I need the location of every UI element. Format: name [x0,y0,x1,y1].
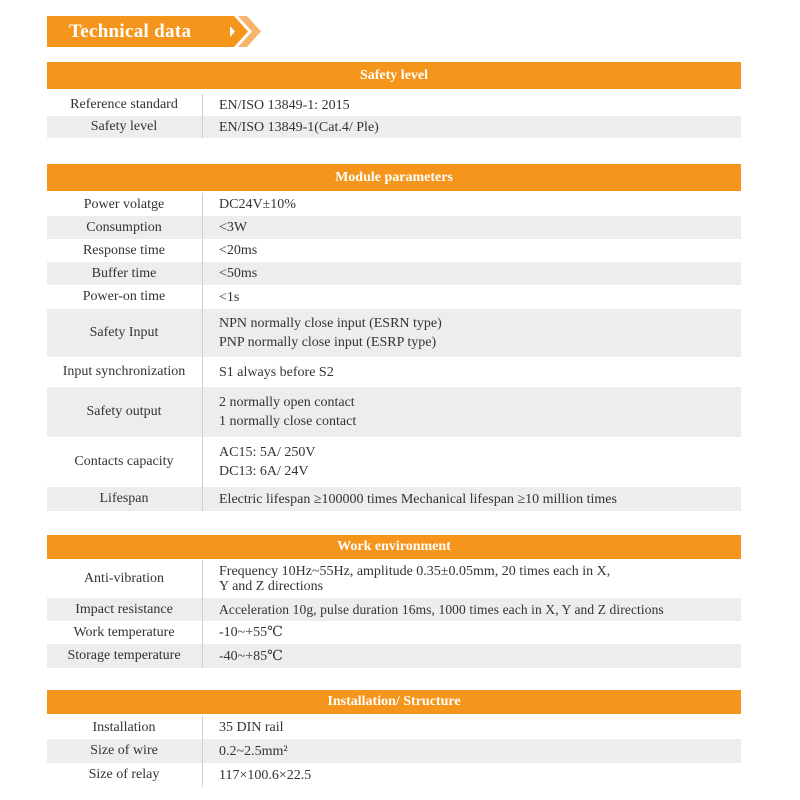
table-row [47,357,741,387]
table-row [47,193,741,216]
row-value: <1s [219,289,240,305]
row-label: Size of relay [88,767,160,782]
table-row [47,216,741,239]
row-label: Lifespan [99,491,149,506]
row-value: AC15: 5A/ 250V [219,445,316,460]
row-label: Contacts capacity [74,454,174,469]
table-row [47,763,741,787]
row-label: Safety Input [89,325,159,340]
row-value: <3W [219,220,248,235]
table-row [47,598,741,621]
table-row [47,285,741,309]
row-label: Safety level [90,119,158,134]
row-value: PNP normally close input (ESRP type) [219,335,437,350]
table-row [47,437,741,487]
row-value: Y and Z directions [219,579,324,594]
table-row [47,262,741,285]
row-value: Electric lifespan ≥100000 times Mechanical lifespan ≥10 million times [219,491,617,507]
page-title: Technical data [47,16,230,47]
row-label: Size of wire [90,743,158,758]
row-value: S1 always before S2 [219,364,334,380]
row-value: -40~+85℃ [219,648,283,664]
row-value: <20ms [219,243,258,258]
row-label: Safety output [86,404,162,419]
section-header-work: Work environment [47,535,741,559]
row-value: 117×100.6×22.5 [219,767,312,783]
row-label: Anti-vibration [83,571,165,586]
row-value: <50ms [219,266,258,281]
table-row [47,487,741,511]
row-label: Installation [92,719,156,735]
row-label: Reference standard [70,97,178,112]
table-row [47,621,741,644]
table-row [47,94,741,116]
row-label: Power-on time [82,289,166,304]
row-value: 35 DIN rail [219,720,284,735]
row-label: Storage temperature [67,648,181,663]
section-header-install: Installation/ Structure [47,690,741,714]
row-value: DC13: 6A/ 24V [219,464,309,479]
table-row [47,644,741,668]
row-value: 2 normally open contact [219,395,355,410]
row-value: 1 normally close contact [219,414,357,429]
chevron-right-icon [221,16,265,47]
table-row [47,739,741,763]
row-value: EN/ISO 13849-1: 2015 [219,97,350,113]
row-label: Power volatge [83,196,165,212]
section-header-module: Module parameters [47,164,741,191]
row-label: Input synchronization [62,364,186,379]
row-value: NPN normally close input (ESRN type) [219,316,442,331]
section-header-safety: Safety level [47,62,741,89]
table-row [47,239,741,262]
table-row [47,309,741,357]
row-value: Frequency 10Hz~55Hz, amplitude 0.35±0.05mm, 20 times each in X, [219,564,611,579]
row-value: -10~+55℃ [219,625,283,640]
row-value: Acceleration 10g, pulse duration 16ms, 1000 times each in X, Y and Z directions [219,602,664,617]
row-label: Response time [82,242,166,258]
table-row [47,116,741,138]
row-label: Work temperature [73,624,175,640]
table-row [47,387,741,437]
table-row [47,716,741,739]
row-value: 0.2~2.5mm² [219,743,288,759]
row-value: DC24V±10% [219,197,296,212]
table-row [47,560,741,598]
row-label: Impact resistance [75,601,173,617]
row-label: Buffer time [91,265,157,281]
row-label: Consumption [86,219,162,235]
row-value: EN/ISO 13849-1(Cat.4/ Ple) [219,119,379,135]
